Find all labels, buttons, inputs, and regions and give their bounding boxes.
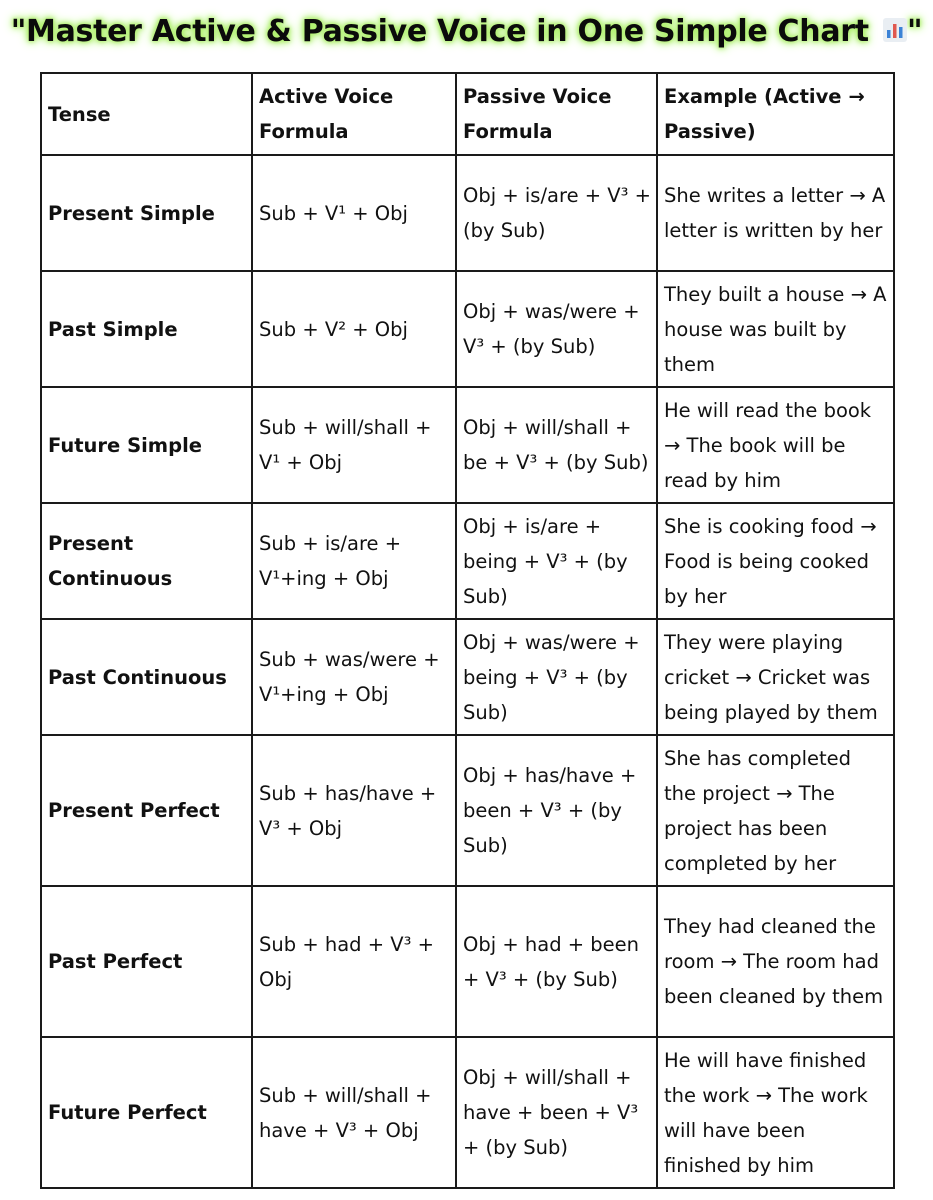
table-row [41, 271, 894, 387]
header-passive-formula: Passive Voice Formula [456, 73, 657, 155]
tense-cell: Future Simple [41, 387, 252, 503]
passive-formula-cell: Obj + will/shall + be + V³ + (by Sub) [456, 387, 657, 503]
table-row [41, 1037, 894, 1188]
title-close-quote: " [906, 14, 923, 49]
example-cell: He will have finished the work → The work will have been finished by him [657, 1037, 894, 1188]
header-tense: Tense [41, 73, 252, 155]
example-cell: She is cooking food → Food is being cooked by her [657, 503, 894, 619]
active-formula-cell: Sub + is/are + V¹+ing + Obj [252, 503, 456, 619]
page-title [0, 14, 933, 49]
passive-formula-cell: Obj + is/are + V³ + (by Sub) [456, 155, 657, 271]
example-cell: They were playing cricket → Cricket was being played by them [657, 619, 894, 735]
example-cell: She writes a letter → A letter is written by her [657, 155, 894, 271]
passive-formula-cell: Obj + had + been + V³ + (by Sub) [456, 886, 657, 1037]
example-cell: He will read the book → The book will be read by him [657, 387, 894, 503]
table-row [41, 155, 894, 271]
table-row [41, 387, 894, 503]
table-row [41, 503, 894, 619]
passive-formula-cell: Obj + has/have + been + V³ + (by Sub) [456, 735, 657, 886]
table-header-row [41, 73, 894, 155]
bar-chart-icon [883, 18, 907, 42]
tense-cell: Present Perfect [41, 735, 252, 886]
passive-formula-cell: Obj + was/were + V³ + (by Sub) [456, 271, 657, 387]
example-cell: She has completed the project → The project has been completed by her [657, 735, 894, 886]
table-row [41, 735, 894, 886]
tense-cell: Present Continuous [41, 503, 252, 619]
passive-formula-cell: Obj + was/were + being + V³ + (by Sub) [456, 619, 657, 735]
active-formula-cell: Sub + will/shall + V¹ + Obj [252, 387, 456, 503]
voice-chart-table [40, 72, 895, 1189]
tense-cell: Past Continuous [41, 619, 252, 735]
active-formula-cell: Sub + V¹ + Obj [252, 155, 456, 271]
passive-formula-cell: Obj + will/shall + have + been + V³ + (by Sub) [456, 1037, 657, 1188]
active-formula-cell: Sub + has/have + V³ + Obj [252, 735, 456, 886]
title-text: "Master Active & Passive Voice in One Simple Chart [10, 14, 879, 49]
active-formula-cell: Sub + had + V³ + Obj [252, 886, 456, 1037]
active-formula-cell: Sub + V² + Obj [252, 271, 456, 387]
tense-cell: Future Perfect [41, 1037, 252, 1188]
header-example: Example (Active → Passive) [657, 73, 894, 155]
tense-cell: Present Simple [41, 155, 252, 271]
table-row [41, 886, 894, 1037]
example-cell: They built a house → A house was built by them [657, 271, 894, 387]
tense-cell: Past Simple [41, 271, 252, 387]
active-formula-cell: Sub + was/were + V¹+ing + Obj [252, 619, 456, 735]
example-cell: They had cleaned the room → The room had been cleaned by them [657, 886, 894, 1037]
header-active-formula: Active Voice Formula [252, 73, 456, 155]
passive-formula-cell: Obj + is/are + being + V³ + (by Sub) [456, 503, 657, 619]
active-formula-cell: Sub + will/shall + have + V³ + Obj [252, 1037, 456, 1188]
table-row [41, 619, 894, 735]
tense-cell: Past Perfect [41, 886, 252, 1037]
